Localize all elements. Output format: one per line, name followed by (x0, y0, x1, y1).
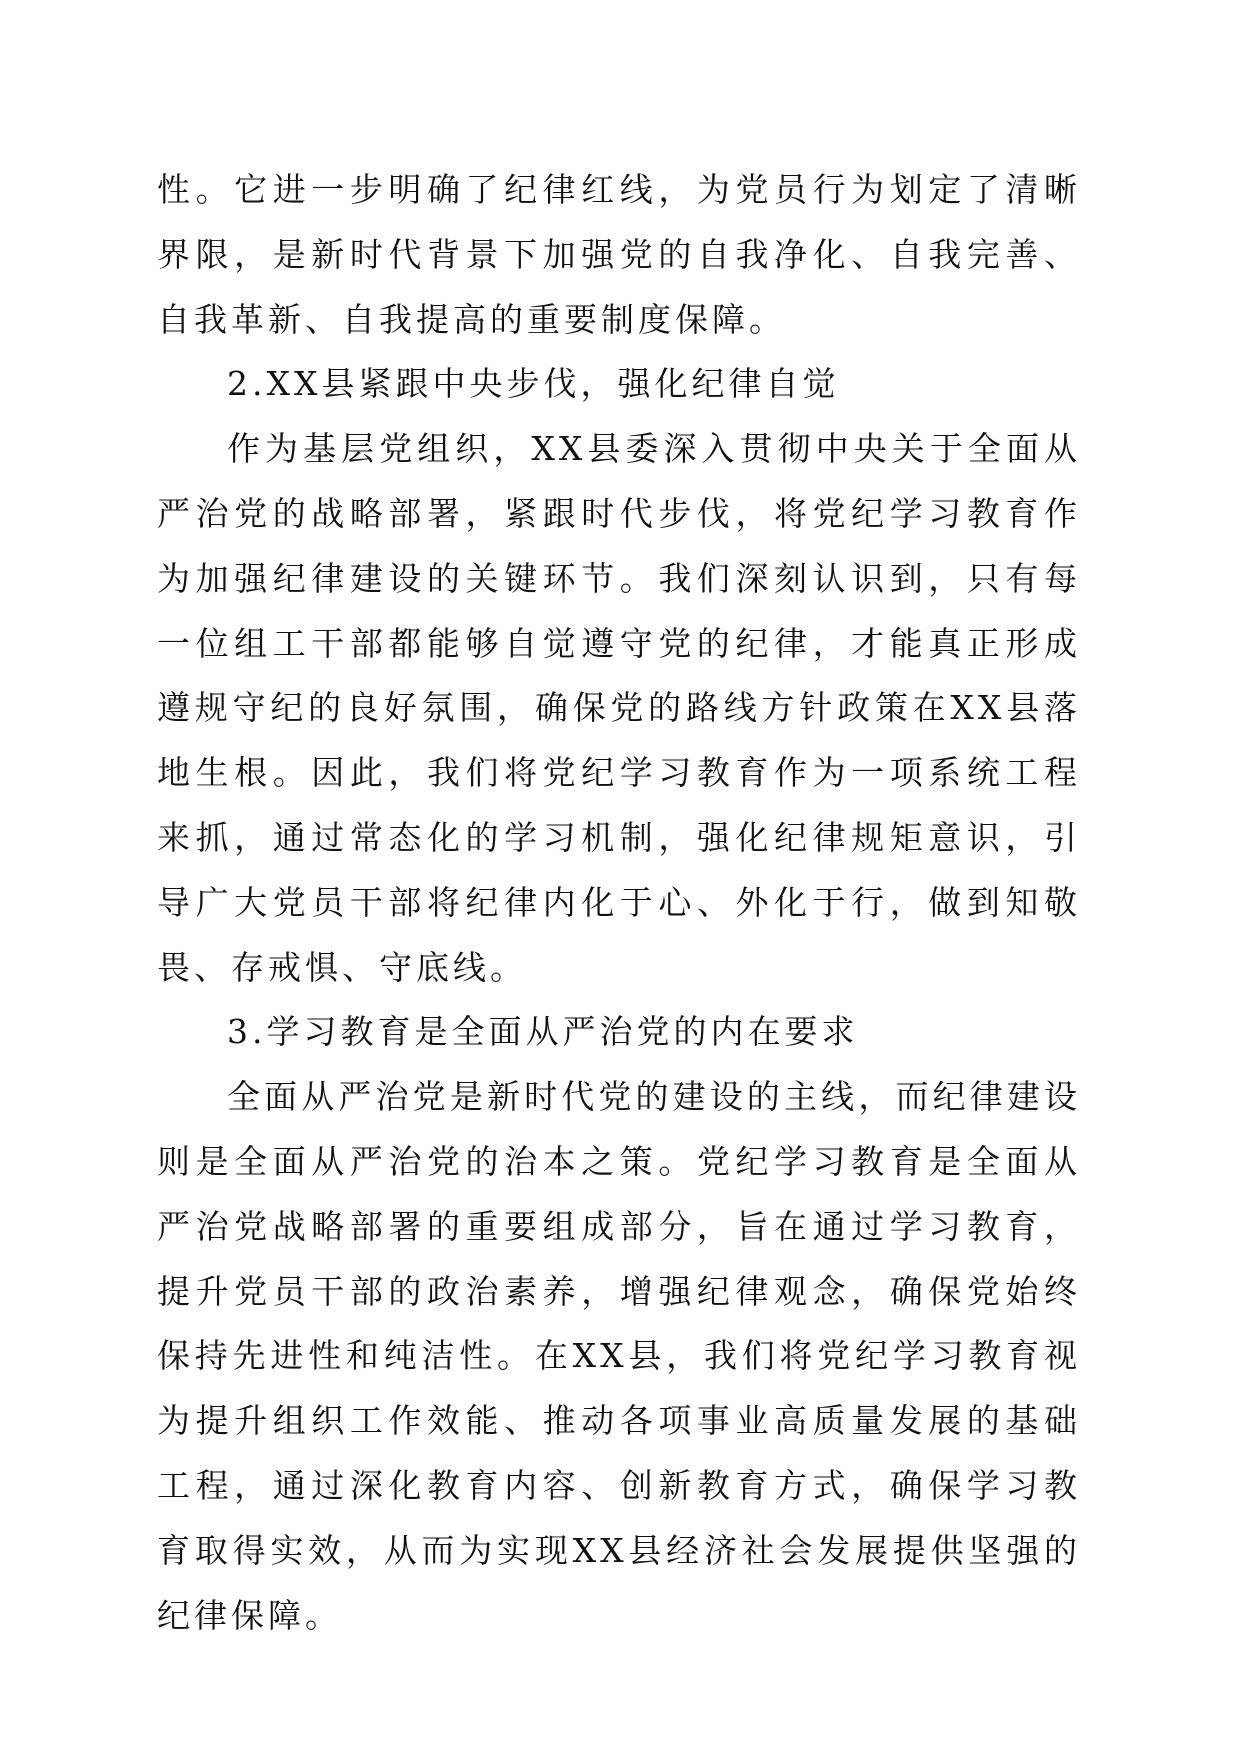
paragraph-continuation: 性。它进一步明确了纪律红线，为党员行为划定了清晰界限，是新时代背景下加强党的自我净化、自我完善、自我革新、自我提高的重要制度保障。 (157, 170, 1081, 339)
paragraph-section-2: 作为基层党组织，XX县委深入贯彻中央关于全面从严治党的战略部署，紧跟时代步伐，将党纪学习教育作为加强纪律建设的关键环节。我们深刻认识到，只有每一位组工干部都能够自觉遵守党的纪律，才能真正形成遵规守纪的良好氛围，确保党的路线方针政策在XX县落地生根。因此，我们将党纪学习教育作为一项系统工程来抓，通过常态化的学习机制，强化纪律规矩意识，引导广大党员干部将纪律内化于心、外化于行，做到知敬畏、存戒惧、守底线。 (157, 429, 1081, 987)
section-heading-2: 2.XX县紧跟中央步伐，强化纪律自觉 (227, 364, 840, 404)
section-heading-3: 3.学习教育是全面从严治党的内在要求 (227, 1012, 859, 1052)
paragraph-section-3: 全面从严治党是新时代党的建设的主线，而纪律建设则是全面从严治党的治本之策。党纪学习教育是全面从严治党战略部署的重要组成部分，旨在通过学习教育，提升党员干部的政治素养，增强纪律观念，确保党始终保持先进性和纯洁性。在XX县，我们将党纪学习教育视为提升组织工作效能、推动各项事业高质量发展的基础工程，通过深化教育内容、创新教育方式，确保学习教育取得实效，从而为实现XX县经济社会发展提供坚强的纪律保障。 (157, 1077, 1081, 1635)
document-body (157, 158, 1081, 1648)
